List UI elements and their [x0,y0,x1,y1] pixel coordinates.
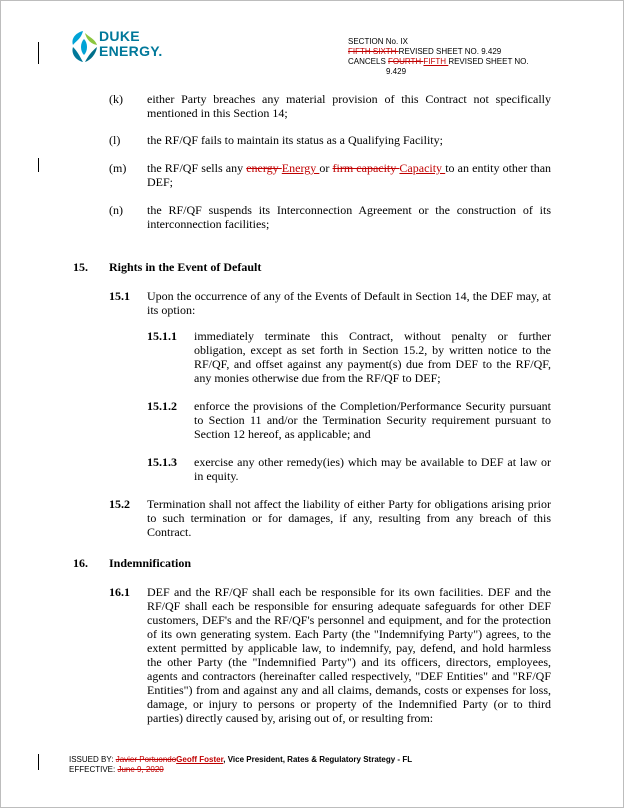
sheet-header [348,37,529,77]
section-16-number: 16. [73,556,88,570]
section-15-1-3-text: exercise any other remedy(ies) which may be available to DEF at law or in equity. [194,455,551,483]
cancels-sheet-number: 9.429 [386,67,407,76]
item-m-label: (m) [109,161,127,175]
section-15-1-1-text: immediately terminate this Contract, without penalty or further obligation, except as set forth in Section 15.2, by written notice to the RF/QF, and offset against any payment(s) due from DEF to the RF/QF, any monies otherwise due from the RF/QF to DEF; [194,329,551,385]
item-m-text: the RF/QF sells any energy Energy or firm capacity Capacity to an entity other than DEF; [147,161,552,189]
logo-line-1: DUKE [99,28,140,44]
item-l-text: the RF/QF fails to maintain its status as a Qualifying Facility; [147,133,443,147]
footer-effective: EFFECTIVE: June 9, 2020 [69,765,164,774]
section-16-1-number: 16.1 [109,585,130,599]
duke-energy-flame-icon [69,29,99,65]
section-16-1-text: DEF and the RF/QF shall each be responsible for its own facilities. DEF and the RF/QF shall each be responsible for ensuring adequate safeguards for other DEF customers, DEF's and the RF/QF's personnel and equipment, and for the protection of its own generating system. Each Party (the "Indemnifying Party") agrees, to the extent permitted by applicable law, to indemnify, pay, defend, and hold harmless the other Party (the "Indemnified Party") and its officers, directors, employees, agents and contractors (hereinafter called respectively, "DEF Entities" and "RF/QF Entities") from and against any and all claims, demands, costs or expenses for loss, damage, or injury to persons or property of the Indemnified Party (or to third parties) directly caused by, arising out of, or resulting from: [147,585,551,725]
change-bar-item-m [38,158,39,172]
change-bar-header [38,42,39,64]
item-n-label: (n) [109,203,123,217]
section-15-2-number: 15.2 [109,497,130,511]
section-15-title: Rights in the Event of Default [109,260,262,274]
section-16-title: Indemnification [109,556,192,570]
cancels-line: CANCELS FOURTH FIFTH REVISED SHEET NO. [348,57,529,66]
section-15-1-3-number: 15.1.3 [147,455,177,469]
footer-issued-by: ISSUED BY: Javier PortuondoGeoff Foster, Vice President, Rates & Regulatory Strategy - FL [69,755,413,764]
section-15-2-text: Termination shall not affect the liability of either Party for obligations arising prior to such termination or for damages, if any, resulting from any breach of this Contract. [147,497,551,539]
section-15-1-number: 15.1 [109,289,130,303]
item-n-text: the RF/QF suspends its Interconnection Agreement or the construction of its interconnection facilities; [147,203,551,231]
section-15-1-2-number: 15.1.2 [147,399,177,413]
section-15-1-text: Upon the occurrence of any of the Events of Default in Section 14, the DEF may, at its option: [147,289,551,317]
item-k-text: either Party breaches any material provision of this Contract not specifically mentioned in this Section 14; [147,92,551,120]
section-15-1-1-number: 15.1.1 [147,329,177,343]
item-l-label: (l) [109,133,121,147]
sheet-line: FIFTH SIXTH REVISED SHEET NO. 9.429 [348,47,502,56]
logo-line-2: ENERGY. [99,43,163,59]
section-15-1-2-text: enforce the provisions of the Completion/Performance Security pursuant to Section 11 and/or the Termination Security requirement pursuant to Section 12 hereof, as applicable; and [194,399,551,441]
section-15-number: 15. [73,260,88,274]
item-k-label: (k) [109,92,123,106]
change-bar-footer [38,754,39,770]
section-number: SECTION No. IX [348,37,409,46]
duke-energy-logo [69,29,189,69]
